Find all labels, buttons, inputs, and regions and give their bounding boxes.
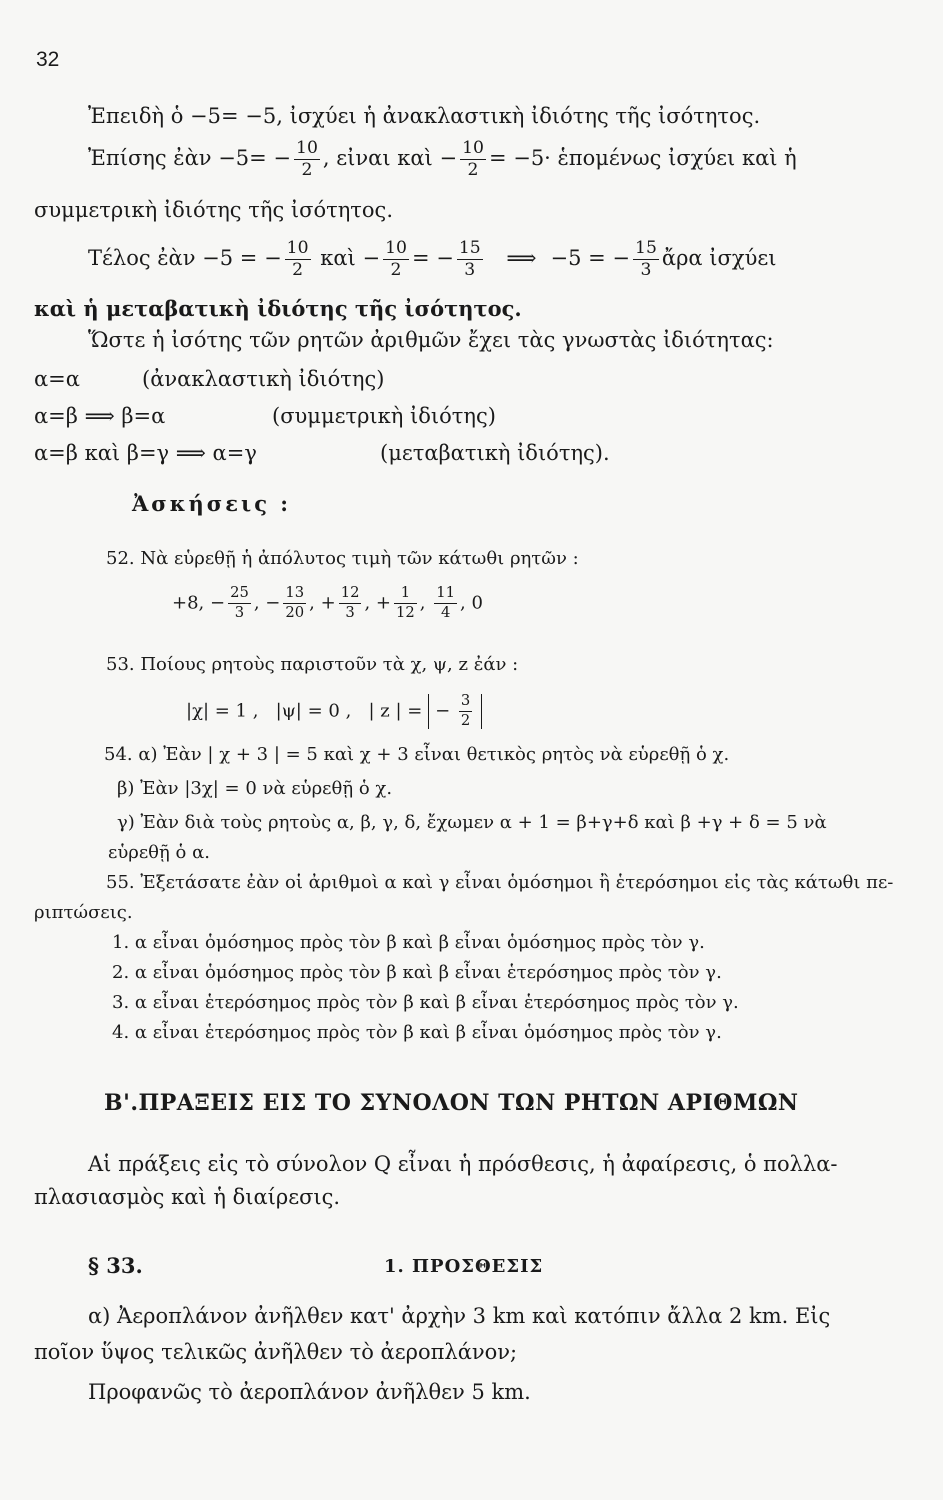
- property-name: (ἀνακλαστικὴ ἰδιότης): [142, 367, 385, 391]
- fraction: $\frac{10}{2}$: [385, 238, 407, 281]
- section-paragraph: Αἱ πράξεις εἰς τὸ σύνολον Q εἶναι ἡ πρόσθεσις, ἡ ἀφαίρεσις, ὁ πολλα-: [88, 1152, 838, 1176]
- fraction: $\frac{10}{2}$: [296, 138, 318, 181]
- example-paragraph-cont: ποῖον ὕψος τελικῶς ἀνῆλθεν τὸ ἀεροπλάνον;: [34, 1340, 518, 1364]
- fraction: $\frac{25}{3}$: [230, 584, 249, 621]
- paragraph-number: § 33.: [88, 1253, 143, 1278]
- fraction: $\frac{11}{4}$: [436, 584, 456, 621]
- page-number: 32: [36, 48, 60, 71]
- exercise-55-cont: ριπτώσεις.: [34, 902, 133, 923]
- list-item: 4. α εἶναι ἑτερόσημος πρὸς τὸν β καὶ β εἶναι ὁμόσημος πρὸς τὸν γ.: [112, 1022, 722, 1043]
- exercise-55: 55. Ἐξετάσατε ἐὰν οἱ ἀριθμοὶ α καὶ γ εἶναι ὁμόσημοι ἢ ἑτερόσημοι εἰς τὰς κάτωθι πε-: [106, 872, 894, 893]
- exercise-52-values: +8, − $\frac{25}{3}$ , − $\frac{13}{20}$ , + $\frac{12}{3}$ , + $\frac{1}{12}$ , $\frac{11}{4}$ , 0: [172, 584, 483, 621]
- paragraph-transitive: Τέλος ἐὰν −5 = − $\frac{10}{2}$ καὶ − $\frac{10}{2}$ = − $\frac{15}{3}$ ⟹ −5 = − $\frac{15}{3}$ ἄρα ἰσχύει: [88, 238, 777, 281]
- paragraph-transitive-cont: καὶ ἡ μεταβατικὴ ἰδιότης τῆς ἰσότητος.: [34, 296, 522, 321]
- exercise-54-c-cont: εὑρεθῇ ὁ α.: [108, 842, 210, 863]
- paragraph-reflexive: Ἐπειδὴ ὁ −5= −5, ἰσχύει ἡ ἀνακλαστικὴ ἰδιότης τῆς ἰσότητος.: [88, 104, 761, 128]
- section-paragraph-cont: πλασιασμὸς καὶ ἡ διαίρεσις.: [34, 1185, 341, 1209]
- example-answer: Προφανῶς τὸ ἀεροπλάνον ἀνῆλθεν 5 km.: [88, 1380, 531, 1404]
- subsection-title: 1. ΠΡΟΣΘΕΣΙΣ: [384, 1256, 544, 1277]
- property-name: (μεταβατικὴ ἰδιότης).: [380, 441, 610, 465]
- fraction: $\frac{15}{3}$: [635, 238, 657, 281]
- exercise-53: 53. Ποίους ρητοὺς παριστοῦν τὰ χ, ψ, z ἐάν :: [106, 654, 519, 675]
- property-formula: α=α: [34, 367, 80, 391]
- implies-arrow: ⟹: [506, 246, 537, 271]
- list-item: 2. α εἶναι ὁμόσημος πρὸς τὸν β καὶ β εἶναι ἑτερόσημος πρὸς τὸν γ.: [112, 962, 722, 983]
- list-item: 3. α εἶναι ἑτερόσημος πρὸς τὸν β καὶ β εἶναι ἑτερόσημος πρὸς τὸν γ.: [112, 992, 739, 1013]
- property-name: (συμμετρικὴ ἰδιότης): [272, 404, 496, 428]
- fraction: $\frac{10}{2}$: [286, 238, 309, 281]
- paragraph-summary: Ὥστε ἡ ἰσότης τῶν ρητῶν ἀριθμῶν ἔχει τὰς γνωστὰς ἰδιότητας:: [88, 328, 774, 352]
- fraction: $\frac{13}{20}$: [285, 584, 305, 621]
- fraction: $\frac{10}{2}$: [462, 138, 484, 181]
- fraction: $\frac{15}{3}$: [458, 238, 481, 281]
- exercise-52: 52. Νὰ εὑρεθῇ ἡ ἀπόλυτος τιμὴ τῶν κάτωθι ρητῶν :: [106, 548, 579, 569]
- absolute-value: − $\frac{3}{2}$: [428, 694, 482, 729]
- exercise-54-a: 54. α) Ἐὰν | χ + 3 | = 5 καὶ χ + 3 εἶναι θετικὸς ρητὸς νὰ εὑρεθῇ ὁ χ.: [104, 744, 730, 765]
- paragraph-symmetric: Ἐπίσης ἐὰν −5= − $\frac{10}{2}$ , εἰναι καὶ − $\frac{10}{2}$ = −5· ἑπομένως ἰσχύει καὶ ἡ: [88, 138, 797, 181]
- paragraph-symmetric-cont: συμμετρικὴ ἰδιότης τῆς ἰσότητος.: [34, 198, 393, 222]
- example-paragraph: α) Ἀεροπλάνον ἀνῆλθεν κατ' ἀρχὴν 3 km καὶ κατόπιν ἄλλα 2 km. Εἰς: [88, 1304, 831, 1328]
- list-item: 1. α εἶναι ὁμόσημος πρὸς τὸν β καὶ β εἶναι ὁμόσημος πρὸς τὸν γ.: [112, 932, 705, 953]
- exercise-54-c: γ) Ἐὰν διὰ τοὺς ρητοὺς α, β, γ, δ, ἔχωμεν α + 1 = β+γ+δ καὶ β +γ + δ = 5 νὰ: [117, 812, 827, 833]
- section-heading: Β'.ΠΡΑΞΕΙΣ ΕΙΣ ΤΟ ΣΥΝΟΛΟΝ ΤΩΝ ΡΗΤΩΝ ΑΡΙΘΜΩΝ: [104, 1090, 799, 1116]
- fraction: $\frac{1}{12}$: [396, 584, 415, 621]
- exercise-54-b: β) Ἐὰν |3χ| = 0 νὰ εὑρεθῇ ὁ χ.: [117, 778, 393, 799]
- fraction: $\frac{12}{3}$: [340, 584, 360, 621]
- property-formula: α=β ⟹ β=α: [34, 404, 166, 428]
- exercise-53-values: |χ| = 1 , |ψ| = 0 , | z | = − $\frac{3}{2}$: [186, 694, 482, 729]
- exercises-title: Ἀσκήσεις :: [132, 491, 292, 516]
- property-formula: α=β καὶ β=γ ⟹ α=γ: [34, 441, 257, 465]
